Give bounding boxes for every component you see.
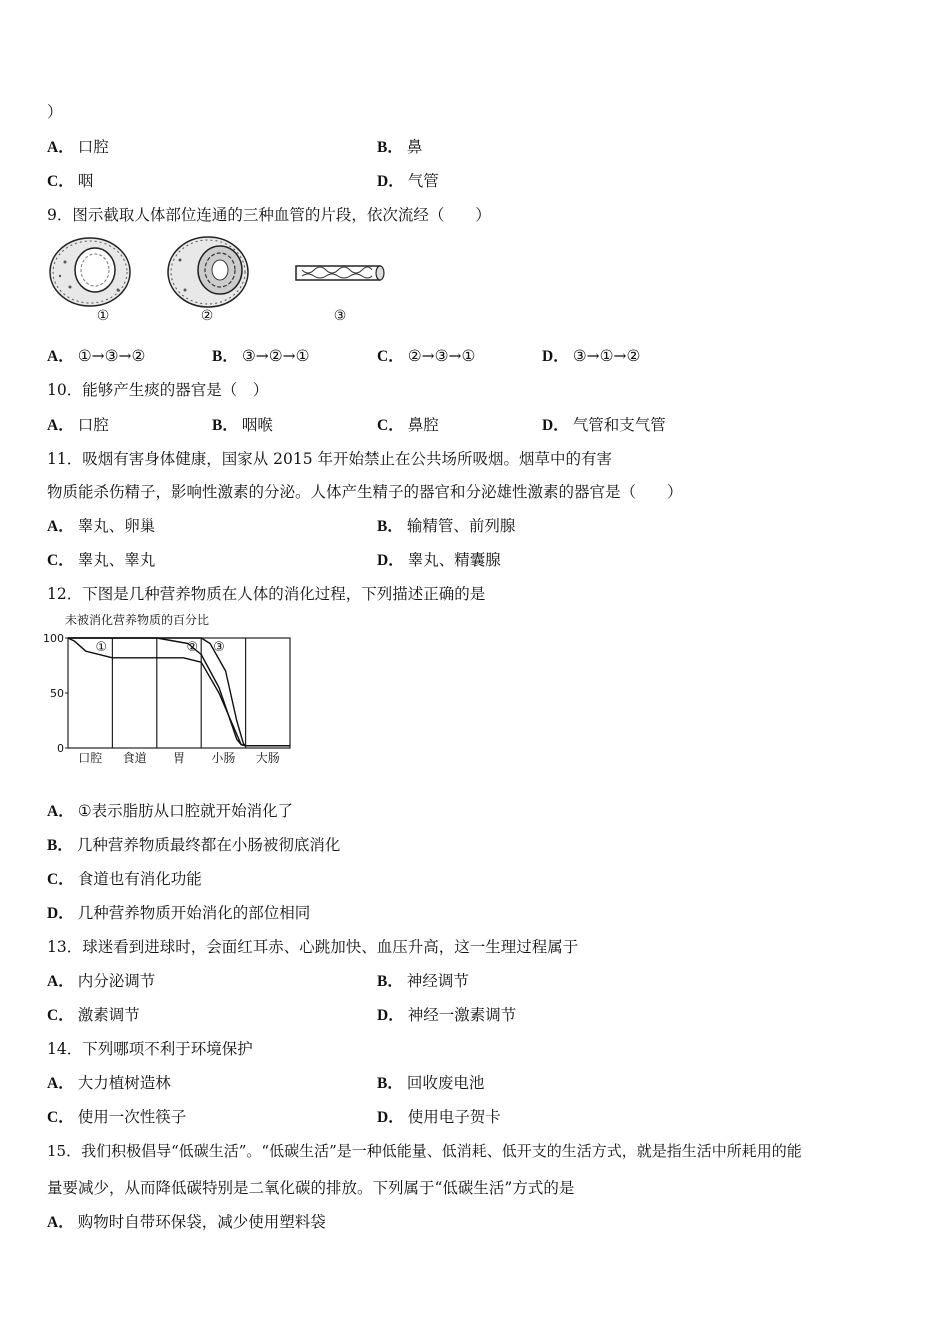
vessel-label-3: ③ (333, 308, 347, 324)
q12-option-b[interactable]: B． 几种营养物质最终都在小肠被彻底消化 (47, 836, 341, 854)
q15-option-a[interactable]: A． 购物时自带环保袋，减少使用塑料袋 (47, 1213, 326, 1231)
q11-stem-line2: 物质能杀伤精子，影响性激素的分泌。人体产生精子的器官和分泌雄性激素的器官是（ ） (47, 483, 683, 501)
digestion-chart (40, 610, 310, 770)
vessel-label-1: ① (96, 308, 110, 324)
q9-option-c[interactable]: C． ②→③→① (377, 347, 476, 365)
q10-option-b[interactable]: B． 咽喉 (212, 416, 273, 434)
q12-option-d[interactable]: D． 几种营养物质开始消化的部位相同 (47, 904, 311, 922)
q14-option-d[interactable]: D． 使用电子贺卡 (377, 1108, 501, 1126)
q11-option-b[interactable]: B． 输精管、前列腺 (377, 517, 516, 535)
y-tick-label: 100 (43, 632, 64, 645)
x-category-label: 食道 (122, 751, 147, 765)
vessel-2-image (168, 237, 248, 307)
chart-title: 未被消化营养物质的百分比 (65, 613, 210, 627)
q10-stem: 10．能够产生痰的器官是（ ） (47, 381, 269, 399)
blood-vessel-figure (40, 232, 400, 332)
vessel-3-image (296, 266, 384, 280)
q11-option-c[interactable]: C． 睾丸、睾丸 (47, 551, 156, 569)
y-tick-label: 50 (50, 687, 64, 700)
q13-option-a[interactable]: A． 内分泌调节 (47, 972, 156, 990)
q8-option-a[interactable]: A． 口腔 (47, 138, 109, 156)
q12-option-c[interactable]: C． 食道也有消化功能 (47, 870, 202, 888)
series-label-2: ② (186, 640, 199, 655)
q9-option-b[interactable]: B． ③→②→① (212, 347, 310, 365)
q12-stem: 12．下图是几种营养物质在人体的消化过程，下列描述正确的是 (47, 585, 486, 603)
q13-stem: 13．球迷看到进球时，会面红耳赤、心跳加快、血压升高，这一生理过程属于 (47, 938, 579, 956)
q11-option-a[interactable]: A． 睾丸、卵巢 (47, 517, 156, 535)
vessel-label-2: ② (200, 308, 214, 324)
q14-stem: 14．下列哪项不利于环境保护 (47, 1040, 253, 1058)
x-category-label: 胃 (172, 751, 186, 765)
q13-option-c[interactable]: C． 激素调节 (47, 1006, 140, 1024)
q10-option-a[interactable]: A． 口腔 (47, 416, 109, 434)
q15-stem-line1: 15．我们积极倡导“低碳生活”。“低碳生活”是一种低能量、低消耗、低开支的生活方式，就是指生活中所耗用的能 (47, 1142, 802, 1160)
q8-option-d[interactable]: D． 气管 (377, 172, 439, 190)
q14-option-a[interactable]: A． 大力植树造林 (47, 1074, 171, 1092)
q9-stem: 9．图示截取人体部位连通的三种血管的片段，依次流经（ ） (47, 206, 491, 224)
q9-option-d[interactable]: D． ③→①→② (542, 347, 641, 365)
q10-option-d[interactable]: D． 气管和支气管 (542, 416, 666, 434)
vessel-1-image (50, 238, 130, 306)
q15-stem-line2: 量要减少，从而降低碳特别是二氧化碳的排放。下列属于“低碳生活”方式的是 (47, 1179, 575, 1197)
q8-stem-tail: ） (47, 103, 63, 121)
q8-option-c[interactable]: C． 咽 (47, 172, 94, 190)
q13-option-b[interactable]: B． 神经调节 (377, 972, 469, 990)
x-category-label: 口腔 (78, 751, 103, 765)
q9-option-a[interactable]: A． ①→③→② (47, 347, 146, 365)
series-label-1: ① (95, 640, 108, 655)
q8-option-b[interactable]: B． 鼻 (377, 138, 423, 156)
x-category-label: 大肠 (255, 751, 280, 765)
q10-option-c[interactable]: C． 鼻腔 (377, 416, 439, 434)
q14-option-b[interactable]: B． 回收废电池 (377, 1074, 485, 1092)
x-category-label: 小肠 (211, 751, 236, 765)
y-tick-label: 0 (57, 742, 64, 755)
q11-stem-line1: 11．吸烟有害身体健康，国家从 2015 年开始禁止在公共场所吸烟。烟草中的有害 (47, 450, 613, 468)
q11-option-d[interactable]: D． 睾丸、精囊腺 (377, 551, 501, 569)
q14-option-c[interactable]: C． 使用一次性筷子 (47, 1108, 187, 1126)
q12-option-a[interactable]: A． ①表示脂肪从口腔就开始消化了 (47, 802, 294, 820)
series-label-3: ③ (213, 640, 225, 655)
q13-option-d[interactable]: D． 神经一激素调节 (377, 1006, 517, 1024)
